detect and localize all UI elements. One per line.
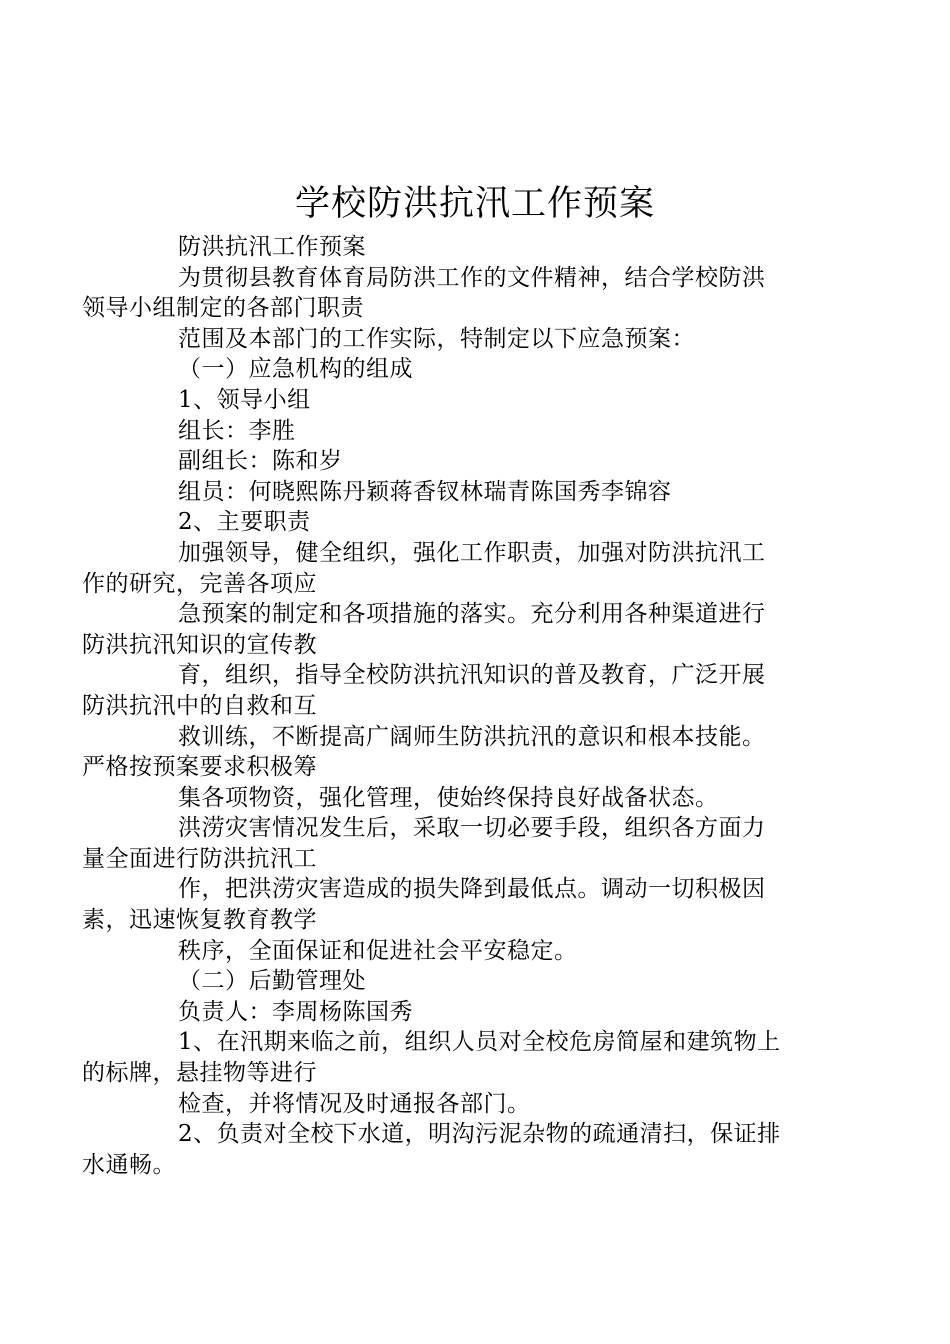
paragraph	[130, 1089, 840, 1120]
paragraph-line: 严格按预案要求积极筹	[82, 754, 317, 781]
paragraph	[130, 507, 840, 538]
paragraph-line: 组员：何晓熙陈丹颖蒋香钗林瑞青陈国秀李锦容	[178, 478, 672, 505]
paragraph	[82, 813, 840, 874]
paragraph	[82, 660, 840, 721]
paragraph-line: 领导小组制定的各部门职责	[82, 295, 364, 322]
paragraph-line: 作的研究，完善各项应	[82, 570, 317, 597]
paragraph-line: 素，迅速恢复教育教学	[82, 907, 317, 934]
paragraph-line: 育，组织，指导全校防洪抗汛知识的普及教育，广泛开展	[178, 662, 766, 689]
paragraph-line: 量全面进行防洪抗汛工	[82, 845, 317, 872]
paragraph	[130, 354, 840, 385]
paragraph-line: 急预案的制定和各项措施的落实。充分利用各种渠道进行	[178, 601, 766, 628]
paragraph-line: 负责人：李周杨陈国秀	[178, 998, 413, 1025]
paragraph	[82, 1119, 840, 1180]
paragraph-line: 防洪抗汛中的自救和互	[82, 692, 317, 719]
paragraph-line: 范围及本部门的工作实际，特制定以下应急预案：	[178, 325, 695, 352]
paragraph-line: 加强领导，健全组织，强化工作职责，加强对防洪抗汛工	[178, 539, 766, 566]
paragraph	[130, 783, 840, 814]
paragraph-line: 1、领导小组	[178, 386, 311, 413]
paragraph	[82, 722, 840, 783]
paragraph	[130, 324, 840, 355]
paragraph-line: 防洪抗汛工作预案	[178, 234, 366, 260]
paragraph	[130, 936, 840, 967]
paragraph-line: 的标牌，悬挂物等进行	[82, 1060, 317, 1087]
paragraph-line: 救训练，不断提高广阔师生防洪抗汛的意识和根本技能。	[178, 723, 766, 750]
paragraph-line: （一）应急机构的组成	[178, 356, 413, 383]
document-body	[82, 232, 840, 1180]
paragraph	[82, 599, 840, 660]
paragraph	[82, 538, 840, 599]
paragraph-line: （二）后勤管理处	[178, 968, 366, 995]
paragraph-line: 2、主要职责	[178, 509, 311, 536]
paragraph-line: 集各项物资，强化管理，使始终保持良好战备状态。	[178, 784, 719, 811]
paragraph-line: 检查，并将情况及时通报各部门。	[178, 1090, 531, 1117]
paragraph	[130, 446, 840, 477]
paragraph-line: 1、在汛期来临之前，组织人员对全校危房简屋和建筑物上	[178, 1029, 781, 1056]
paragraph	[130, 966, 840, 997]
paragraph-line: 洪涝灾害情况发生后，采取一切必要手段，组织各方面力	[178, 815, 766, 842]
paragraph	[130, 385, 840, 416]
paragraph-line: 2、负责对全校下水道，明沟污泥杂物的疏通清扫，保证排	[178, 1121, 781, 1148]
document-title: 学校防洪抗汛工作预案	[294, 184, 655, 224]
paragraph	[130, 997, 840, 1028]
paragraph-line: 为贯彻县教育体育局防洪工作的文件精神，结合学校防洪	[178, 264, 766, 291]
paragraph	[130, 416, 840, 447]
paragraph-line: 防洪抗汛知识的宣传教	[82, 631, 317, 658]
paragraph-line: 作，把洪涝灾害造成的损失降到最低点。调动一切积极因	[178, 876, 766, 903]
paragraph-line: 水通畅。	[82, 1151, 176, 1178]
paragraph	[82, 1027, 840, 1088]
paragraph	[82, 874, 840, 935]
paragraph-line: 副组长：陈和岁	[178, 448, 343, 475]
paragraph-line: 秩序，全面保证和促进社会平安稳定。	[178, 937, 578, 964]
paragraph	[130, 232, 840, 263]
paragraph	[82, 263, 840, 324]
paragraph	[130, 477, 840, 508]
paragraph-line: 组长：李胜	[178, 417, 296, 444]
